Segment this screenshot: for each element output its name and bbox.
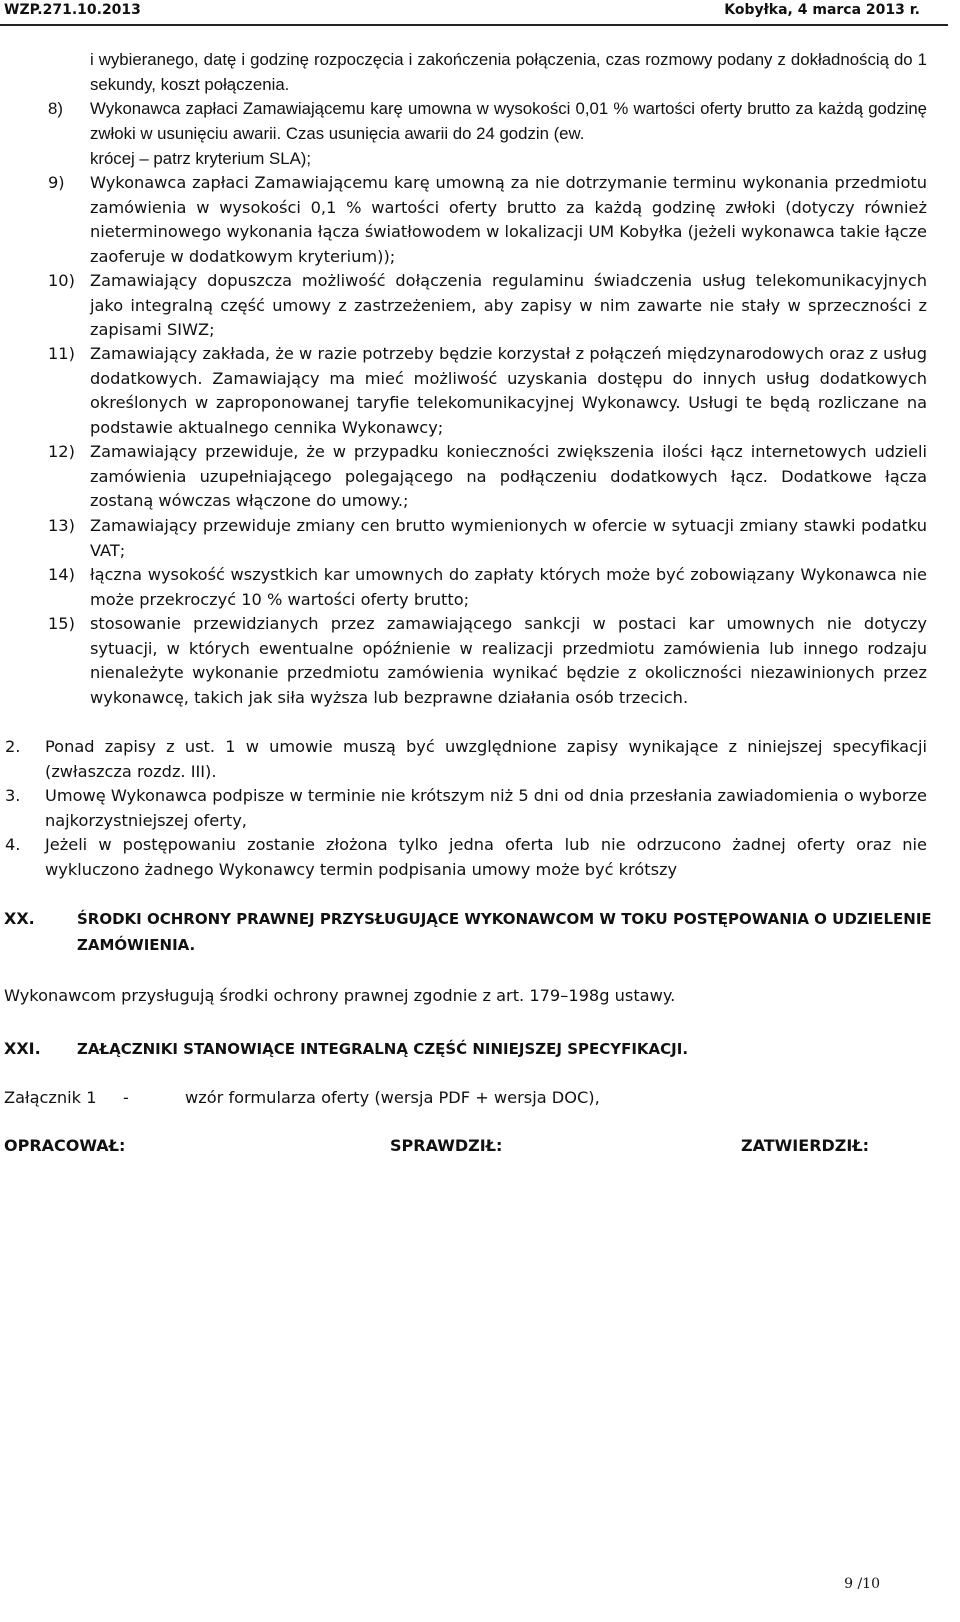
list-item-text: Umowę Wykonawca podpisze w terminie nie krótszym niż 5 dni od dnia przesłania zawiadomienia o wyborze najkorzystniejszej oferty, [45,786,927,830]
list-item-number: 10) [48,271,75,290]
list-item-text: Zamawiający zakłada, że w razie potrzeby będzie korzystał z połączeń międzynarodowych oraz z usług dodatkowych. Zamawiający ma mieć możliwość uzyskania dostępu do innych usług dodatkowych określonych w zaproponowanej taryfie telekomunikacyjnej Wykonawcy. Usługi te będą rozliczane na podstawie aktualnego cennika Wykonawcy; [90,344,927,437]
list-item-11 [48,342,927,440]
signature-prepared-label: OPRACOWAŁ: [4,1136,126,1155]
list-item-number: 2. [5,737,21,756]
list-item-number: 15) [48,614,75,633]
list-item-8 [48,97,927,146]
list-item-text: Ponad zapisy z ust. 1 w umowie muszą być uwzględnione zapisy wynikające z niniejszej specyfikacji (zwłaszcza rozdz. III). [45,737,927,781]
list-item-2 [5,735,927,784]
list-item-number: 9) [48,173,65,192]
attachment-description: wzór formularza oferty (wersja PDF + wersja DOC), [185,1088,600,1107]
list-item-text: krócej – patrz kryterium SLA); [90,149,312,168]
list-item-3 [5,784,927,833]
list-item-number: 13) [48,516,75,535]
list-item-12 [48,440,927,514]
list-item-number: 8) [48,99,63,118]
list-item-13 [48,514,927,563]
list-item-text: Zamawiający przewiduje, że w przypadku konieczności zwiększenia ilości łącz internetowych udzieli zamówienia uzupełniającego polegającego na podłączeniu dodatkowych łącz. Dodatkowe łącza zostaną wówczas włączone do umowy.; [90,442,927,511]
list-item-8-continuation [90,147,927,172]
signature-approved-label: ZATWIERDZIŁ: [741,1136,870,1155]
page-number: 9 /10 [844,1576,880,1592]
list-item-10 [48,269,927,343]
section-title: ŚRODKI OCHRONY PRAWNEJ PRZYSŁUGUJĄCE WYKONAWCOM W TOKU POSTĘPOWANIA O UDZIELENIE ZAMÓWIENIA. [77,910,932,954]
section-xx-text: Wykonawcom przysługują środki ochrony prawnej zgodnie z art. 179–198g ustawy. [4,986,676,1005]
list-item-number: 14) [48,565,75,584]
attachment-label: Załącznik 1 [4,1088,97,1107]
document-reference: WZP.271.10.2013 [4,2,141,18]
list-item-15 [48,612,927,710]
list-item-text: Zamawiający dopuszcza możliwość dołączenia regulaminu świadczenia usług telekomunikacyjnych jako integralną część umowy z zastrzeżeniem, aby zapisy w nim zawarte nie stały w sprzeczności z zapisami SIWZ; [90,271,927,340]
section-number: XXI. [4,1039,41,1058]
attachment-dash: - [123,1088,129,1107]
list-item-text: Jeżeli w postępowaniu zostanie złożona tylko jedna oferta lub nie odrzucono żadnej oferty oraz nie wykluczono żadnego Wykonawcy termin podpisania umowy może być krótszy [45,835,927,879]
list-item-14 [48,563,927,612]
intro-paragraph: i wybieranego, datę i godzinę rozpoczęcia i zakończenia połączenia, czas rozmowy podany z dokładnością do 1 sekundy, koszt połączenia. [90,50,927,94]
list-item-number: 11) [48,344,75,363]
list-item-text: łączna wysokość wszystkich kar umownych do zapłaty których może być zobowiązany Wykonawca nie może przekroczyć 10 % wartości oferty brutto; [90,565,927,609]
list-item-number: 12) [48,442,75,461]
page-header [0,0,960,25]
list-item-text: Wykonawca zapłaci Zamawiającemu karę umowna w wysokości 0,01 % wartości oferty brutto za każdą godzinę zwłoki w usunięciu awarii. Czas usunięcia awarii do 24 godzin (ew. [90,99,927,143]
list-item-number: 3. [5,786,21,805]
section-number: XX. [4,909,35,928]
signature-checked-label: SPRAWDZIŁ: [390,1136,503,1155]
document-date: Kobyłka, 4 marca 2013 r. [724,2,920,18]
header-divider [0,24,948,26]
list-item-9 [48,171,927,269]
list-item-number: 4. [5,835,21,854]
list-item-4 [5,833,927,882]
list-item-text: Wykonawca zapłaci Zamawiającemu karę umowną za nie dotrzymanie terminu wykonania przedmiotu zamówienia w wysokości 0,1 % wartości oferty brutto za każdą godzinę zwłoki (dotyczy również nieterminowego wykonania łącza światłowodem w lokalizacji UM Kobyłka (jeżeli wykonawca takie łącze zaoferuje w dodatkowym kryterium)); [90,173,927,266]
section-title: ZAŁĄCZNIKI STANOWIĄCE INTEGRALNĄ CZĘŚĆ NINIEJSZEJ SPECYFIKACJI. [77,1040,689,1058]
list-item-text: stosowanie przewidzianych przez zamawiającego sankcji w postaci kar umownych nie dotyczy sytuacji, w których ewentualne opóźnienie w realizacji przedmiotu zamówienia lub innego rodzaju nienależyte wykonanie przedmiotu zamówienia wynikać będzie z okoliczności niezawinionych przez wykonawcę, takich jak siła wyższa lub bezprawne działania osób trzecich. [90,614,927,707]
list-item-text: Zamawiający przewiduje zmiany cen brutto wymienionych w ofercie w sytuacji zmiany stawki podatku VAT; [90,516,927,560]
